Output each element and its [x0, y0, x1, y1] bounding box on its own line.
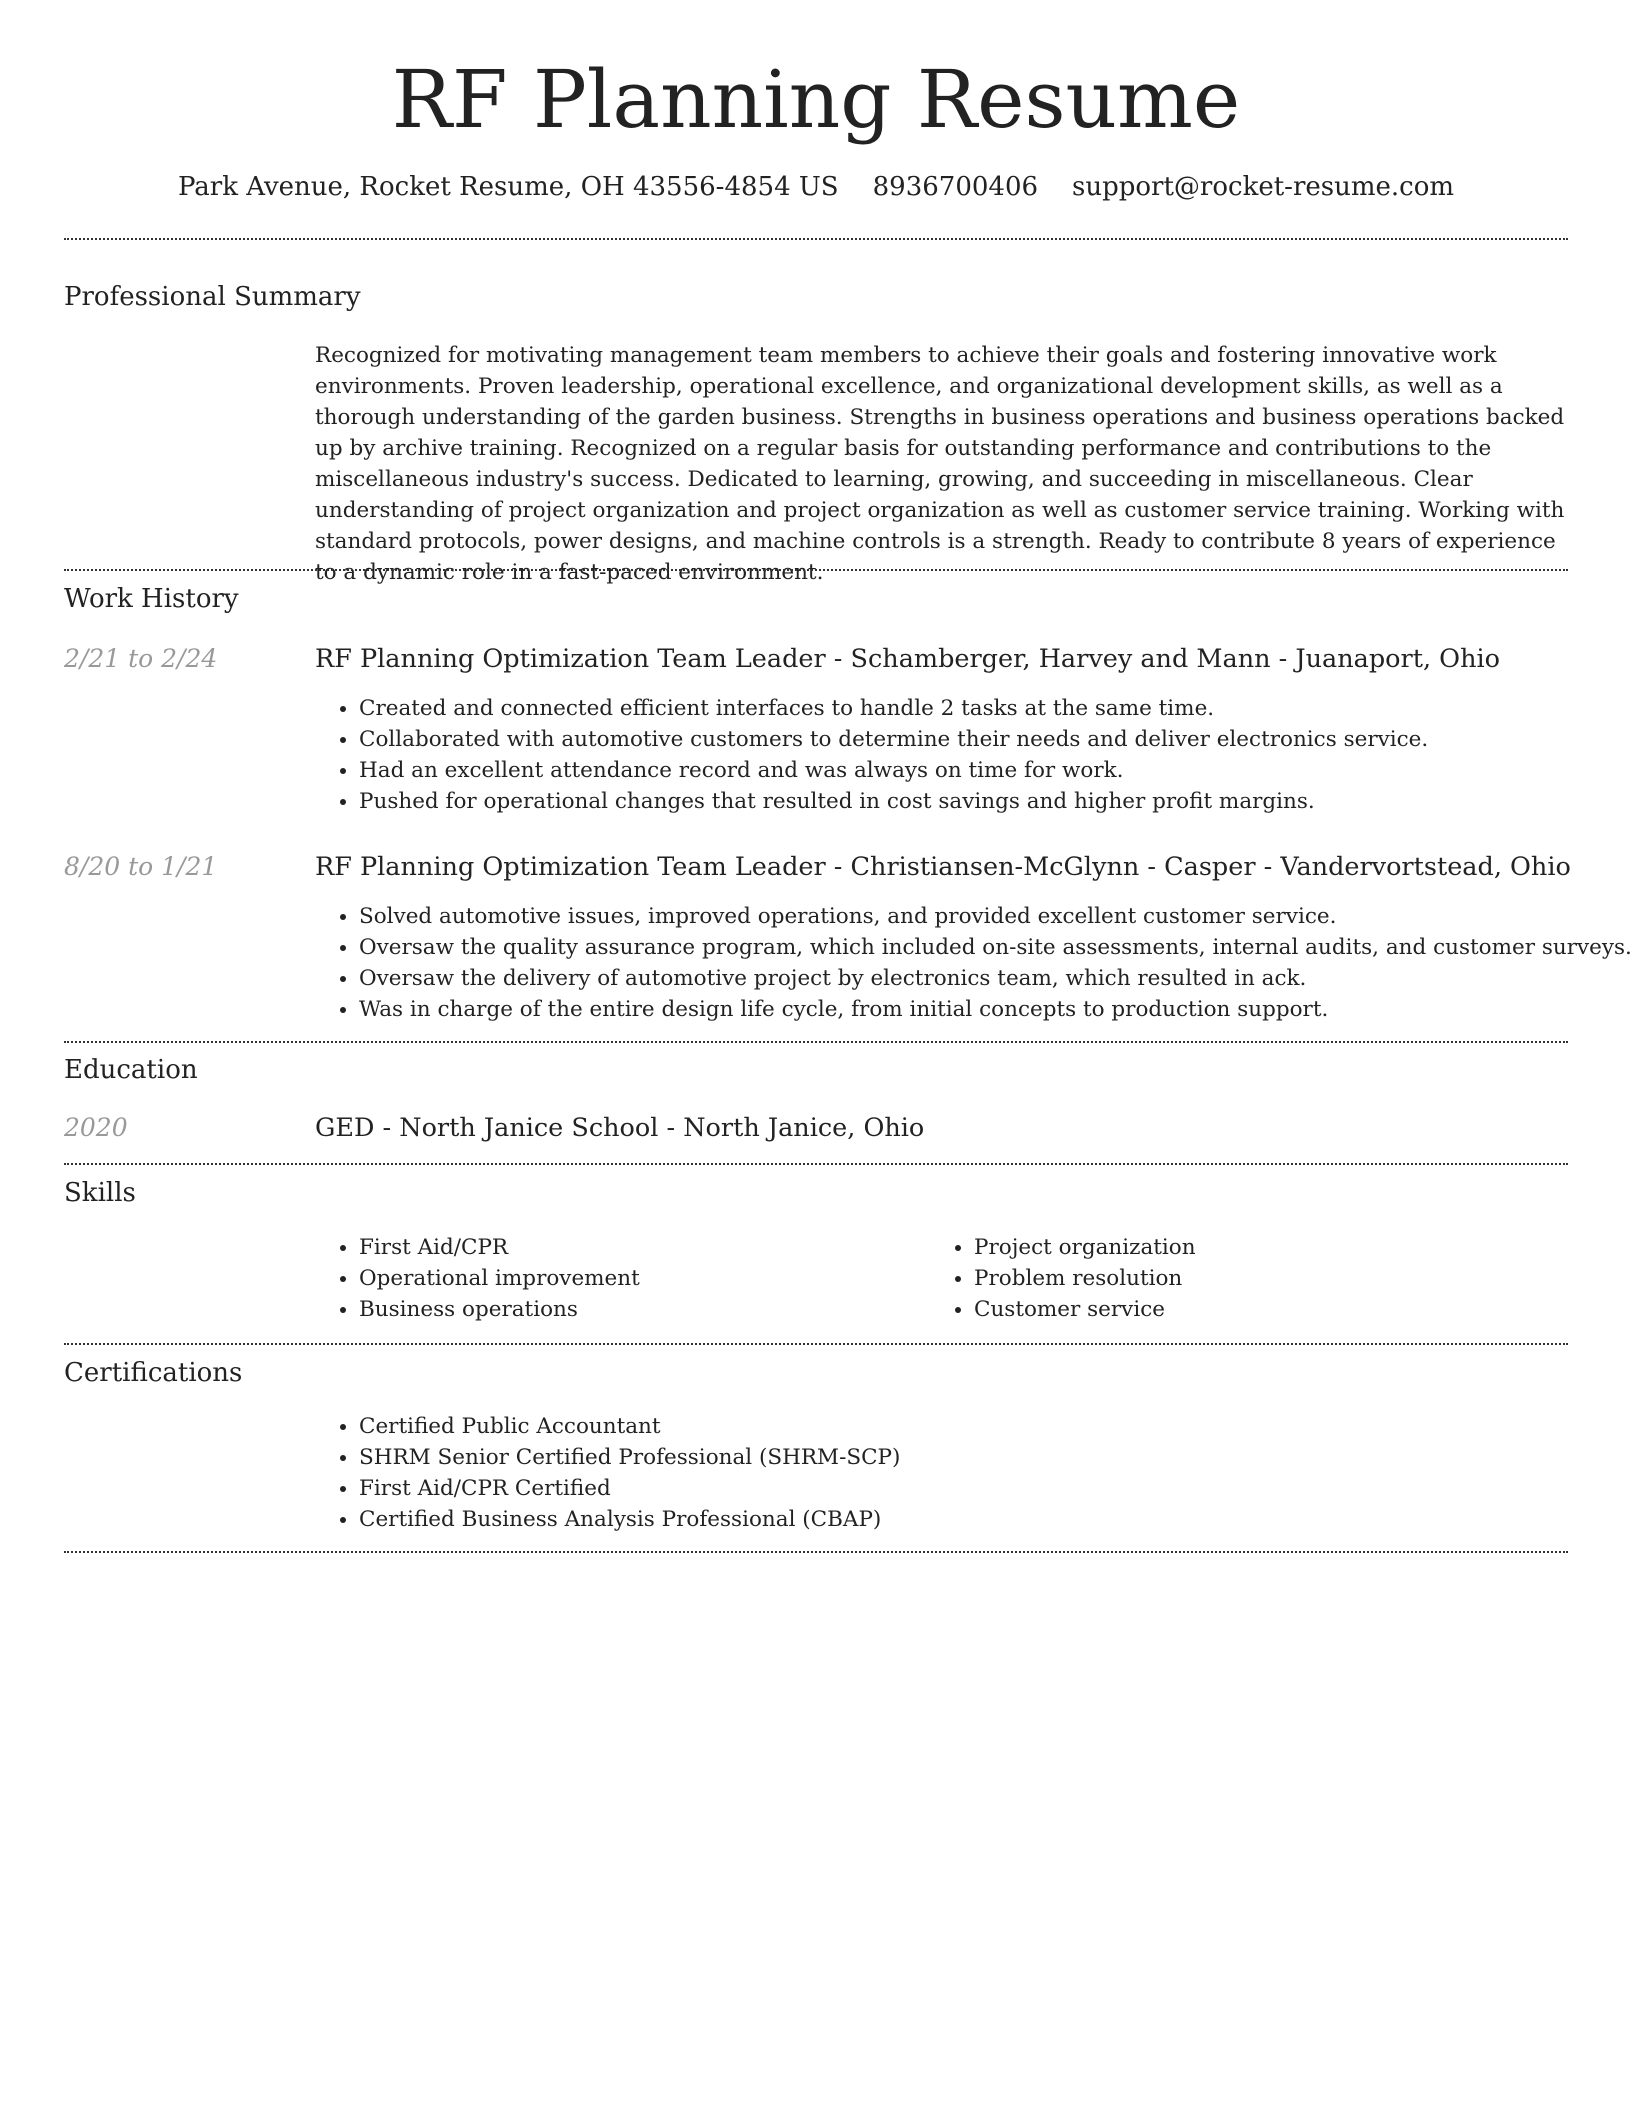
list-item: • Project organization [974, 1232, 1196, 1263]
summary-text: Recognized for motivating management team members to achieve their goals and fostering innovative work environments. Proven leadership, operational excellence, and organizational development skills, as well as a thorough understanding of the garden business. Strengths in business operations and business operations backed up by archive training. Recognized on a regular basis for outstanding performance and contributions to the miscellaneous industry's success. Dedicated to learning, growing, and succeeding in miscellaneous. Clear understanding of project organization and project organization as well as customer service training. Working with standard protocols, power designs, and machine controls is a strength. Ready to contribute 8 years of experience to a dynamic role in a fast-paced environment. [315, 343, 1565, 585]
list-item: • Oversaw the quality assurance program, which included on-site assessments, internal audits, and customer surveys. [359, 932, 1632, 963]
list-item: • First Aid/CPR Certified [359, 1473, 900, 1504]
list-item: • Pushed for operational changes that resulted in cost savings and higher profit margins. [359, 786, 1428, 817]
list-item: • Collaborated with automotive customers to determine their needs and deliver electronics service. [359, 724, 1428, 755]
list-item: • Certified Business Analysis Professional (CBAP) [359, 1504, 900, 1535]
job-2-dates: 8/20 to 1/21 [64, 852, 218, 881]
work-heading: Work History [64, 584, 239, 614]
skills-list-left [315, 1232, 640, 1325]
list-item: • Certified Public Accountant [359, 1411, 900, 1442]
skills-list-right [930, 1232, 1196, 1325]
list-item: • Created and connected efficient interfaces to handle 2 tasks at the same time. [359, 693, 1428, 724]
job-1-dates: 2/21 to 2/24 [64, 644, 218, 673]
list-item: • Had an excellent attendance record and was always on time for work. [359, 755, 1428, 786]
resume-title: RF Planning Resume [391, 53, 1241, 146]
list-item: • SHRM Senior Certified Professional (SHRM-SCP) [359, 1442, 900, 1473]
list-item: • First Aid/CPR [359, 1232, 640, 1263]
skills-divider [64, 1343, 1568, 1345]
list-item: • Business operations [359, 1294, 640, 1325]
contact-phone: 8936700406 [872, 172, 1039, 202]
certifications-heading: Certifications [64, 1358, 243, 1388]
job-2-bullets [315, 901, 1632, 1025]
education-year: 2020 [64, 1113, 128, 1142]
job-1-title: RF Planning Optimization Team Leader - Schamberger, Harvey and Mann - Juanaport, Ohio [315, 644, 1501, 674]
header-divider [64, 238, 1568, 240]
summary-divider [64, 569, 1568, 571]
list-item: • Was in charge of the entire design life cycle, from initial concepts to production support. [359, 994, 1632, 1025]
list-item: • Solved automotive issues, improved operations, and provided excellent customer service. [359, 901, 1632, 932]
list-item: • Oversaw the delivery of automotive project by electronics team, which resulted in ack. [359, 963, 1632, 994]
job-1-bullets [315, 693, 1428, 817]
education-entry: GED - North Janice School - North Janice, Ohio [315, 1113, 925, 1143]
education-divider [64, 1163, 1568, 1165]
skills-heading: Skills [64, 1178, 136, 1208]
job-2-title: RF Planning Optimization Team Leader - Christiansen-McGlynn - Casper - Vandervortstead, Ohio [315, 852, 1571, 882]
certifications-list [315, 1411, 900, 1535]
list-item: • Operational improvement [359, 1263, 640, 1294]
contact-line [0, 170, 1632, 204]
certifications-divider [64, 1551, 1568, 1553]
education-heading: Education [64, 1055, 198, 1085]
contact-address: Park Avenue, Rocket Resume, OH 43556-4854 US [177, 172, 839, 202]
summary-heading: Professional Summary [64, 282, 361, 312]
list-item: • Customer service [974, 1294, 1196, 1325]
list-item: • Problem resolution [974, 1263, 1196, 1294]
contact-email: support@rocket-resume.com [1072, 172, 1455, 202]
work-divider [64, 1041, 1568, 1043]
